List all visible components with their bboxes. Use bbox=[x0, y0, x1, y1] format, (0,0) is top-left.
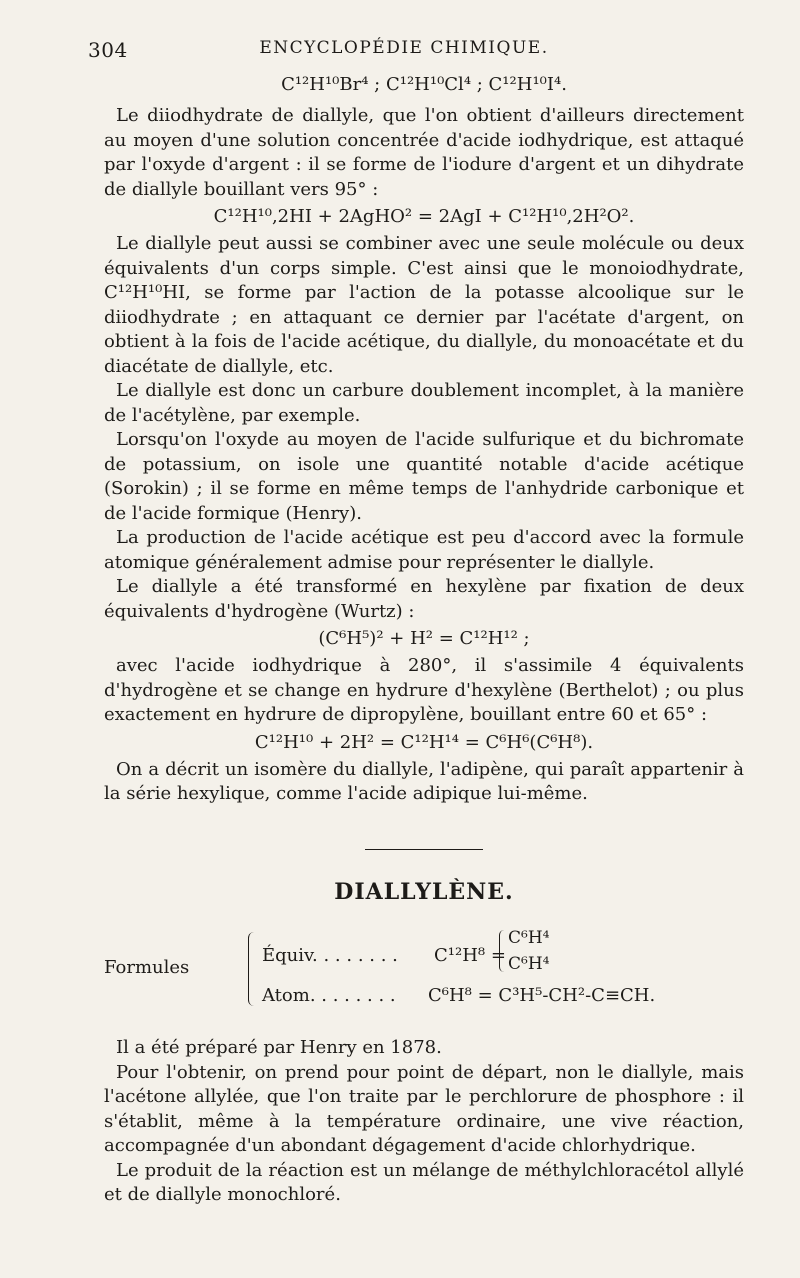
page-header bbox=[88, 38, 720, 64]
atom-formula: C⁶H⁸ = C³H⁵-CH²-C≡CH. bbox=[428, 985, 656, 1006]
formula-dihydrate: C¹²H¹⁰,2HI + 2AgHO² = 2AgI + C¹²H¹⁰,2H²O². bbox=[213, 206, 635, 227]
equiv-formula: C¹²H⁸ = bbox=[434, 945, 506, 966]
paragraph-hexylene: Le diallyle a été transformé en hexylène par fixation de deux équivalents d'hydrogène (Wurtz) : bbox=[104, 576, 744, 622]
paragraph-iodhydric: avec l'acide iodhydrique à 280°, il s'assimile 4 équivalents d'hydrogène et se change en hydrure d'hexylène (Berthelot) ; ou plus exactement en hydrure de dipropylène, bouillant entre 60 et 65° : bbox=[104, 655, 744, 725]
page-number: 304 bbox=[88, 38, 128, 62]
formula-hydrogenation: (C⁶H⁵)² + H² = C¹²H¹² ; bbox=[318, 628, 530, 649]
paragraph-oxidation: Lorsqu'on l'oxyde au moyen de l'acide sulfurique et du bichromate de potassium, on isole une quantité notable d'acide acétique (Sorokin) ; il se forme en même temps de l'anhydride carbonique et de l'acide formique (Henry). bbox=[104, 429, 744, 524]
paragraph-combination: Le diallyle peut aussi se combiner avec une seule molécule ou deux équivalents d'un corps simple. C'est ainsi que le monoiodhydrate, C¹²H¹⁰HI, se forme par l'action de la potasse alcoolique sur le diiodhydrate ; en attaquant ce dernier par l'acétate d'argent, on obtient à la fois de l'acide acétique, du diallyle, du monoacétate et du diacétate de diallyle, etc. bbox=[104, 233, 744, 377]
atom-label: Atom. . . . . . . . bbox=[262, 985, 396, 1006]
running-title: ENCYCLOPÉDIE CHIMIQUE. bbox=[259, 38, 549, 58]
equiv-stack-top: C⁶H⁴ bbox=[508, 928, 550, 948]
paragraph-preparation: Pour l'obtenir, on prend pour point de départ, non le diallyle, mais l'acétone allylée, que l'on traite par le perchlorure de phosphore : il s'établit, même à la température ordinaire, une vive réaction, accompagnée d'un abondant dégagement d'acide chlorhydrique. bbox=[104, 1061, 744, 1156]
paragraph-henry: Il a été préparé par Henry en 1878. bbox=[116, 1037, 442, 1058]
paragraph-adipene: On a décrit un isomère du diallyle, l'adipène, qui paraît appartenir à la série hexylique, comme l'acide adipique lui-même. bbox=[104, 758, 744, 804]
formula-hydrure: C¹²H¹⁰ + 2H² = C¹²H¹⁴ = C⁶H⁶(C⁶H⁸). bbox=[254, 731, 594, 753]
small-brace-icon bbox=[499, 930, 506, 972]
formules-block bbox=[104, 922, 744, 1018]
formula-halides: C¹²H¹⁰Br⁴ ; C¹²H¹⁰Cl⁴ ; C¹²H¹⁰I⁴. bbox=[281, 74, 567, 95]
equiv-label: Équiv. . . . . . . . bbox=[262, 945, 398, 966]
page-body bbox=[104, 72, 744, 1208]
section-title: DIALLYLÈNE. bbox=[334, 878, 514, 905]
formules-label: Formules bbox=[104, 957, 190, 978]
equiv-stack-bottom: C⁶H⁴ bbox=[508, 954, 550, 974]
section-divider bbox=[365, 849, 483, 850]
paragraph-diiodhydrate: Le diiodhydrate de diallyle, que l'on obtient d'ailleurs directement au moyen d'une solution concentrée d'acide iodhydrique, est attaqué par l'oxyde d'argent : il se forme de l'iodure d'argent et un dihydrate de diallyle bouillant vers 95° : bbox=[104, 105, 744, 200]
paragraph-product: Le produit de la réaction est un mélange de méthylchloracétol allylé et de diallyle monochloré. bbox=[104, 1159, 744, 1205]
paragraph-acetic: La production de l'acide acétique est peu d'accord avec la formule atomique généralement admise pour représenter le diallyle. bbox=[104, 527, 744, 573]
large-brace-icon bbox=[248, 932, 257, 1006]
paragraph-incomplete: Le diallyle est donc un carbure doublement incomplet, à la manière de l'acétylène, par exemple. bbox=[104, 380, 744, 426]
